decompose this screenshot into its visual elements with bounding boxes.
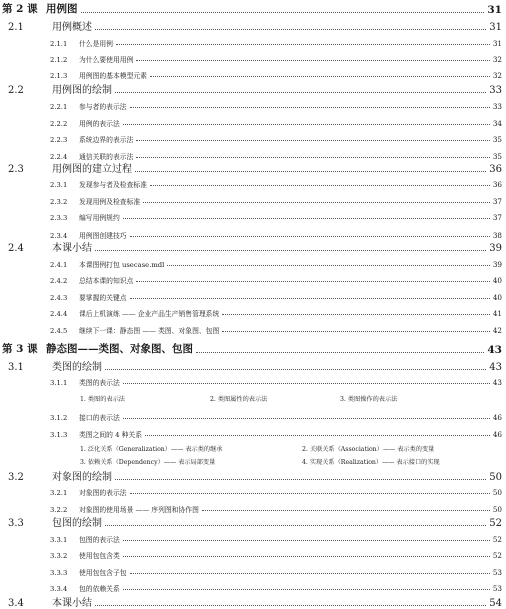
toc-entry-title: 类图之间的 4 种关系 <box>79 431 143 439</box>
toc-entry-page: 40 <box>492 293 502 302</box>
toc-subitem: 3. 依赖关系（Dependency）—— 表示局部变量 <box>80 459 216 466</box>
toc-entry-title: 要掌握的关键点 <box>79 294 127 302</box>
dot-leader <box>130 298 490 299</box>
dot-leader <box>136 157 489 158</box>
toc-entry-title: 本课小结 <box>52 598 92 609</box>
toc-entry-page: 46 <box>492 413 502 422</box>
toc-entry-title: 用例图 <box>46 3 78 15</box>
toc-entry-page: 53 <box>492 568 502 577</box>
toc-entry-title: 用例的表示法 <box>79 120 120 128</box>
toc-entry-number: 2.2 <box>8 85 24 96</box>
toc-entry-number: 2.3.2 <box>50 198 68 206</box>
toc-entry-title: 发现参与者及检查标准 <box>79 181 147 189</box>
toc-entry-page: 41 <box>492 309 502 318</box>
dot-leader <box>105 369 486 370</box>
dot-leader <box>123 383 490 384</box>
toc-entry-page: 46 <box>492 430 502 439</box>
toc-entry-page: 43 <box>492 378 502 387</box>
toc-entry-page: 37 <box>492 197 502 206</box>
toc-subitem: 2. 类图属性的表示法 <box>210 396 268 403</box>
toc-subitem: 2. 关联关系（Association）—— 表示类的变量 <box>302 446 435 453</box>
toc-entry-page: 50 <box>492 488 502 497</box>
toc-entry-number: 2.1.3 <box>50 72 68 80</box>
dot-leader <box>167 265 490 266</box>
toc-entry-page: 32 <box>492 71 502 80</box>
toc-entry-number: 3.2.1 <box>50 489 68 497</box>
dot-leader <box>123 124 490 125</box>
dot-leader <box>95 250 486 251</box>
toc-entry-number: 3.3 <box>8 518 24 529</box>
toc-entry-page: 52 <box>489 518 502 529</box>
toc-entry-number: 2.4 <box>8 243 24 254</box>
toc-entry-number: 2.4.1 <box>50 261 68 269</box>
toc-entry-title: 对象图的绘制 <box>52 472 112 483</box>
toc-subsection-row[interactable] <box>50 275 502 285</box>
toc-entry-page: 36 <box>492 180 502 189</box>
toc-entry-page: 50 <box>489 472 502 483</box>
toc-entry-number: 3.3.1 <box>50 536 68 544</box>
dot-leader <box>135 171 486 172</box>
toc-subsection-row[interactable] <box>50 429 502 439</box>
toc-entry-page: 39 <box>492 260 502 269</box>
toc-entry-page: 53 <box>492 584 502 593</box>
toc-entry-page: 43 <box>489 362 502 373</box>
toc-entry-page: 31 <box>489 22 502 33</box>
toc-entry-number: 3.3.4 <box>50 585 68 593</box>
toc-entry-title: 用例图创建技巧 <box>79 232 127 240</box>
toc-subsection-row[interactable] <box>50 292 502 302</box>
toc-subsection-row[interactable] <box>50 118 502 128</box>
toc-entry-page: 33 <box>489 85 502 96</box>
toc-section-row[interactable] <box>8 515 502 529</box>
toc-entry-title: 包图的绘制 <box>52 518 102 529</box>
toc-entry-title: 使用包包含子包 <box>79 569 127 577</box>
toc-entry-page: 34 <box>492 119 502 128</box>
dot-leader <box>145 435 490 436</box>
toc-entry-title: 使用包包含类 <box>79 552 120 560</box>
toc-subsection-row[interactable] <box>50 412 502 422</box>
toc-section-row[interactable] <box>8 19 502 33</box>
dot-leader <box>130 107 490 108</box>
dot-leader <box>81 12 485 13</box>
toc-entry-number: 3.3.2 <box>50 552 68 560</box>
dot-leader <box>130 573 490 574</box>
toc-subsection-row[interactable] <box>50 101 502 111</box>
toc-entry-title: 总结本课的知识点 <box>79 277 134 285</box>
toc-entry-number: 3.2.2 <box>50 506 68 514</box>
toc-entry-number: 2.4.2 <box>50 277 68 285</box>
toc-entry-title: 用例概述 <box>52 22 92 33</box>
toc-subsection-row[interactable] <box>50 179 502 189</box>
toc-entry-number: 2.3 <box>8 164 24 175</box>
toc-section-row[interactable] <box>8 82 502 96</box>
toc-entry-number: 2.4.3 <box>50 294 68 302</box>
dot-leader <box>116 44 490 45</box>
toc-entry-page: 35 <box>492 152 502 161</box>
toc-entry-page: 54 <box>489 598 502 609</box>
dot-leader <box>136 281 489 282</box>
toc-entry-page: 38 <box>492 231 502 240</box>
toc-section-row[interactable] <box>8 359 502 373</box>
dot-leader <box>150 76 490 77</box>
toc-entry-number: 2.3.4 <box>50 232 68 240</box>
dot-leader <box>95 605 486 606</box>
toc-subsection-row[interactable] <box>50 377 502 387</box>
toc-entry-title: 参与者的表示法 <box>79 103 127 111</box>
toc-subsection-row[interactable] <box>50 325 502 335</box>
dot-leader <box>115 479 486 480</box>
toc-entry-number: 3.1.1 <box>50 379 68 387</box>
dot-leader <box>123 418 490 419</box>
toc-entry-title: 用例图的绘制 <box>52 85 112 96</box>
toc-subsection-row[interactable] <box>50 534 502 544</box>
toc-chapter-row[interactable] <box>2 2 502 16</box>
toc-entry-page: 32 <box>492 55 502 64</box>
toc-entry-number: 2.3.1 <box>50 181 68 189</box>
toc-entry-number: 2.4.5 <box>50 327 68 335</box>
toc-entry-title: 什么是用例 <box>79 40 113 48</box>
toc-entry-title: 本课小结 <box>52 243 92 254</box>
toc-subsection-row[interactable] <box>50 196 502 206</box>
toc-entry-number: 3.1 <box>8 362 24 373</box>
toc-entry-title: 对象图的使用场景 —— 序列图和协作图 <box>79 506 199 514</box>
toc-entry-title: 为什么要使用用例 <box>79 56 134 64</box>
toc-subitem: 1. 类图的表示法 <box>80 396 125 403</box>
toc-entry-number: 2.1.2 <box>50 56 68 64</box>
toc-entry-page: 40 <box>492 276 502 285</box>
toc-entry-title: 通信关联的表示法 <box>79 153 134 161</box>
toc-entry-title: 对象图的表示法 <box>79 489 127 497</box>
toc-subsection-row[interactable] <box>50 54 502 64</box>
dot-leader <box>123 589 490 590</box>
toc-subsection-row[interactable] <box>50 583 502 593</box>
dot-leader <box>95 29 486 30</box>
toc-subsection-row[interactable] <box>50 230 502 240</box>
toc-entry-page: 43 <box>487 344 502 356</box>
toc-entry-title: 用例图的建立过程 <box>52 164 132 175</box>
toc-entry-page: 31 <box>492 39 502 48</box>
toc-entry-page: 31 <box>487 4 502 16</box>
toc-subitem: 4. 实现关系（Realization）—— 表示接口的实现 <box>302 459 440 466</box>
toc-entry-page: 42 <box>492 326 502 335</box>
toc-entry-title: 包图的表示法 <box>79 536 120 544</box>
toc-section-row[interactable] <box>8 240 502 254</box>
toc-subsection-row[interactable] <box>50 308 502 318</box>
toc-subsection-row[interactable] <box>50 38 502 48</box>
dot-leader <box>123 556 490 557</box>
dot-leader <box>136 60 489 61</box>
dot-leader <box>202 510 490 511</box>
toc-subitem: 3. 类图操作的表示法 <box>340 396 398 403</box>
toc-entry-number: 第 2 课 <box>2 3 38 15</box>
dot-leader <box>123 218 490 219</box>
toc-entry-title: 继续下一课：静态图 —— 类图、对象图、包图 <box>79 327 220 335</box>
toc-entry-number: 3.2 <box>8 472 24 483</box>
toc-entry-title: 包的依赖关系 <box>79 585 120 593</box>
toc-subsection-row[interactable] <box>50 134 502 144</box>
toc-entry-title: 类图的表示法 <box>79 379 120 387</box>
toc-entry-page: 52 <box>492 535 502 544</box>
toc-entry-number: 2.2.3 <box>50 136 68 144</box>
toc-entry-title: 接口的表示法 <box>79 414 120 422</box>
toc-chapter-row[interactable] <box>2 342 502 356</box>
toc-subsection-row[interactable] <box>50 504 502 514</box>
toc-entry-page: 50 <box>492 505 502 514</box>
toc-entry-page: 37 <box>492 213 502 222</box>
toc-subsection-row[interactable] <box>50 567 502 577</box>
dot-leader <box>143 202 490 203</box>
toc-entry-title: 编写用例规约 <box>79 214 120 222</box>
toc-entry-title: 系统边界的表示法 <box>79 136 134 144</box>
toc-entry-number: 2.2.2 <box>50 120 68 128</box>
dot-leader <box>105 525 486 526</box>
dot-leader <box>196 352 484 353</box>
toc-entry-number: 2.1.1 <box>50 40 68 48</box>
toc-section-row[interactable] <box>8 161 502 175</box>
toc-entry-number: 第 3 课 <box>2 343 38 355</box>
toc-entry-number: 2.3.3 <box>50 214 68 222</box>
dot-leader <box>130 493 490 494</box>
toc-entry-number: 3.1.3 <box>50 431 68 439</box>
toc-subsection-row[interactable] <box>50 259 502 269</box>
toc-entry-title: 课后上机演练 —— 企业产品生产销售管理系统 <box>79 310 220 318</box>
toc-entry-page: 36 <box>489 164 502 175</box>
toc-entry-page: 39 <box>489 243 502 254</box>
toc-entry-number: 3.3.3 <box>50 569 68 577</box>
dot-leader <box>115 92 486 93</box>
toc-entry-number: 3.4 <box>8 598 24 609</box>
toc-entry-number: 3.1.2 <box>50 414 68 422</box>
toc-entry-title: 类图的绘制 <box>52 362 102 373</box>
toc-entry-title: 用例图的基本模型元素 <box>79 72 147 80</box>
toc-section-row[interactable] <box>8 469 502 483</box>
toc-entry-number: 2.2.1 <box>50 103 68 111</box>
toc-entry-number: 2.4.4 <box>50 310 68 318</box>
dot-leader <box>150 185 490 186</box>
dot-leader <box>222 314 490 315</box>
dot-leader <box>130 236 490 237</box>
toc-subitem: 1. 泛化关系（Generalization）—— 表示类的继承 <box>80 446 223 453</box>
toc-entry-page: 35 <box>492 135 502 144</box>
toc-entry-title: 发现用例及检查标准 <box>79 198 141 206</box>
toc-entry-number: 2.2.4 <box>50 153 68 161</box>
toc-subsection-row[interactable] <box>50 487 502 497</box>
toc-subsection-row[interactable] <box>50 70 502 80</box>
toc-subsection-row[interactable] <box>50 550 502 560</box>
toc-entry-number: 2.1 <box>8 22 24 33</box>
dot-leader <box>136 140 489 141</box>
toc-entry-title: 静态图——类图、对象图、包图 <box>46 343 193 355</box>
toc-entry-title: 本课图例打包 usecase.mdl <box>79 261 165 269</box>
dot-leader <box>222 331 490 332</box>
dot-leader <box>123 540 490 541</box>
toc-entry-page: 33 <box>492 102 502 111</box>
toc-subsection-row[interactable] <box>50 212 502 222</box>
toc-entry-page: 52 <box>492 551 502 560</box>
